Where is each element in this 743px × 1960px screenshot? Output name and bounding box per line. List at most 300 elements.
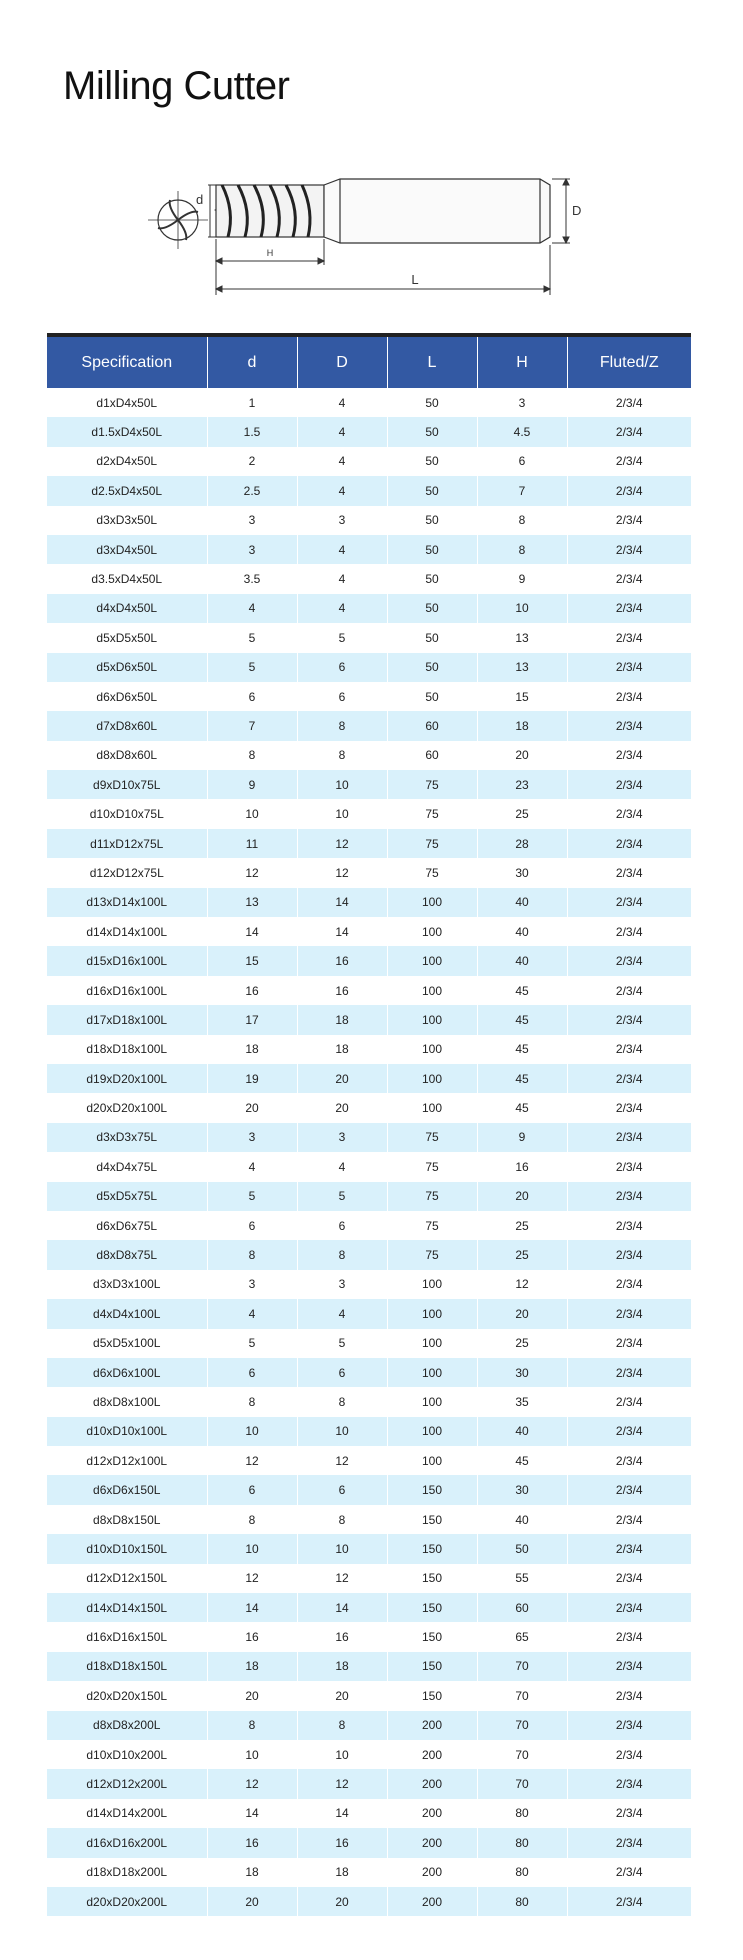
cell-fluted-z: 2/3/4 bbox=[567, 1681, 691, 1710]
cell-d: 14 bbox=[207, 917, 297, 946]
table-row bbox=[47, 623, 691, 652]
table-row bbox=[47, 1534, 691, 1563]
cell-D: 8 bbox=[297, 1387, 387, 1416]
cell-fluted-z: 2/3/4 bbox=[567, 564, 691, 593]
cell-L: 75 bbox=[387, 1123, 477, 1152]
header-H: H bbox=[477, 337, 567, 388]
cell-D: 18 bbox=[297, 1858, 387, 1887]
cell-L: 100 bbox=[387, 1329, 477, 1358]
table-row bbox=[47, 917, 691, 946]
cell-fluted-z: 2/3/4 bbox=[567, 476, 691, 505]
cell-H: 25 bbox=[477, 1211, 567, 1240]
cell-H: 4.5 bbox=[477, 417, 567, 446]
cell-D: 3 bbox=[297, 506, 387, 535]
cell-fluted-z: 2/3/4 bbox=[567, 1475, 691, 1504]
cell-L: 100 bbox=[387, 1358, 477, 1387]
cell-specification: d14xD14x200L bbox=[47, 1799, 207, 1828]
cell-d: 4 bbox=[207, 1152, 297, 1181]
cell-specification: d4xD4x50L bbox=[47, 594, 207, 623]
cell-D: 12 bbox=[297, 829, 387, 858]
cell-d: 1 bbox=[207, 388, 297, 417]
cell-fluted-z: 2/3/4 bbox=[567, 623, 691, 652]
cell-H: 13 bbox=[477, 653, 567, 682]
cell-D: 4 bbox=[297, 476, 387, 505]
cell-specification: d20xD20x100L bbox=[47, 1093, 207, 1122]
cell-fluted-z: 2/3/4 bbox=[567, 829, 691, 858]
cell-d: 8 bbox=[207, 1711, 297, 1740]
cell-L: 50 bbox=[387, 623, 477, 652]
cell-specification: d16xD16x200L bbox=[47, 1828, 207, 1857]
cell-H: 25 bbox=[477, 799, 567, 828]
cell-D: 12 bbox=[297, 1446, 387, 1475]
cell-fluted-z: 2/3/4 bbox=[567, 1858, 691, 1887]
cell-H: 7 bbox=[477, 476, 567, 505]
cell-d: 12 bbox=[207, 1769, 297, 1798]
cell-fluted-z: 2/3/4 bbox=[567, 1564, 691, 1593]
cell-D: 4 bbox=[297, 535, 387, 564]
table-row bbox=[47, 1093, 691, 1122]
cell-fluted-z: 2/3/4 bbox=[567, 1064, 691, 1093]
cell-d: 3 bbox=[207, 506, 297, 535]
cell-d: 6 bbox=[207, 682, 297, 711]
cell-specification: d8xD8x60L bbox=[47, 741, 207, 770]
cell-fluted-z: 2/3/4 bbox=[567, 1622, 691, 1651]
cell-specification: d12xD12x150L bbox=[47, 1564, 207, 1593]
cell-D: 12 bbox=[297, 1564, 387, 1593]
cell-L: 150 bbox=[387, 1564, 477, 1593]
cell-D: 14 bbox=[297, 917, 387, 946]
table-row bbox=[47, 1329, 691, 1358]
cell-fluted-z: 2/3/4 bbox=[567, 682, 691, 711]
cell-fluted-z: 2/3/4 bbox=[567, 1211, 691, 1240]
cell-H: 30 bbox=[477, 1475, 567, 1504]
cell-specification: d5xD5x100L bbox=[47, 1329, 207, 1358]
cell-D: 16 bbox=[297, 946, 387, 975]
cell-L: 200 bbox=[387, 1828, 477, 1857]
cell-L: 100 bbox=[387, 1035, 477, 1064]
cell-d: 7 bbox=[207, 711, 297, 740]
cell-L: 50 bbox=[387, 653, 477, 682]
cell-specification: d8xD8x200L bbox=[47, 1711, 207, 1740]
cell-H: 28 bbox=[477, 829, 567, 858]
cell-L: 100 bbox=[387, 1005, 477, 1034]
cell-fluted-z: 2/3/4 bbox=[567, 799, 691, 828]
cell-L: 200 bbox=[387, 1769, 477, 1798]
cell-d: 2 bbox=[207, 447, 297, 476]
cell-d: 11 bbox=[207, 829, 297, 858]
cell-fluted-z: 2/3/4 bbox=[567, 1358, 691, 1387]
cell-L: 100 bbox=[387, 1387, 477, 1416]
cell-d: 20 bbox=[207, 1681, 297, 1710]
cell-H: 70 bbox=[477, 1681, 567, 1710]
cell-L: 200 bbox=[387, 1887, 477, 1916]
table-row bbox=[47, 1505, 691, 1534]
cell-specification: d10xD10x150L bbox=[47, 1534, 207, 1563]
cell-fluted-z: 2/3/4 bbox=[567, 594, 691, 623]
cell-d: 3.5 bbox=[207, 564, 297, 593]
cell-specification: d20xD20x150L bbox=[47, 1681, 207, 1710]
cell-L: 50 bbox=[387, 506, 477, 535]
cell-fluted-z: 2/3/4 bbox=[567, 506, 691, 535]
cell-H: 45 bbox=[477, 1446, 567, 1475]
table-row bbox=[47, 1152, 691, 1181]
cell-d: 18 bbox=[207, 1652, 297, 1681]
cutter-flute-section bbox=[216, 185, 324, 237]
cell-d: 4 bbox=[207, 594, 297, 623]
page-title: Milling Cutter bbox=[63, 64, 290, 108]
D-dimension-line bbox=[552, 179, 570, 243]
cell-D: 4 bbox=[297, 1152, 387, 1181]
cell-D: 12 bbox=[297, 858, 387, 887]
cell-specification: d17xD18x100L bbox=[47, 1005, 207, 1034]
cell-fluted-z: 2/3/4 bbox=[567, 535, 691, 564]
cell-d: 12 bbox=[207, 1564, 297, 1593]
cell-specification: d18xD18x100L bbox=[47, 1035, 207, 1064]
cell-specification: d6xD6x75L bbox=[47, 1211, 207, 1240]
cell-specification: d3xD3x50L bbox=[47, 506, 207, 535]
cell-d: 5 bbox=[207, 1182, 297, 1211]
cell-D: 14 bbox=[297, 1799, 387, 1828]
cell-fluted-z: 2/3/4 bbox=[567, 388, 691, 417]
cell-D: 18 bbox=[297, 1035, 387, 1064]
table-row bbox=[47, 1828, 691, 1857]
cell-specification: d19xD20x100L bbox=[47, 1064, 207, 1093]
cell-fluted-z: 2/3/4 bbox=[567, 1387, 691, 1416]
table-row bbox=[47, 1240, 691, 1269]
cell-H: 40 bbox=[477, 946, 567, 975]
table-row bbox=[47, 1681, 691, 1710]
cell-specification: d7xD8x60L bbox=[47, 711, 207, 740]
cell-d: 10 bbox=[207, 1534, 297, 1563]
label-L-diagram: L bbox=[411, 272, 419, 287]
table-row bbox=[47, 1270, 691, 1299]
cell-fluted-z: 2/3/4 bbox=[567, 1446, 691, 1475]
cell-D: 6 bbox=[297, 1475, 387, 1504]
table-row bbox=[47, 1652, 691, 1681]
cell-d: 8 bbox=[207, 741, 297, 770]
cell-D: 4 bbox=[297, 564, 387, 593]
cell-specification: d6xD6x150L bbox=[47, 1475, 207, 1504]
cell-D: 20 bbox=[297, 1681, 387, 1710]
cell-specification: d5xD5x75L bbox=[47, 1182, 207, 1211]
table-row bbox=[47, 1211, 691, 1240]
table-row bbox=[47, 1064, 691, 1093]
cell-L: 100 bbox=[387, 976, 477, 1005]
cell-specification: d9xD10x75L bbox=[47, 770, 207, 799]
cell-L: 100 bbox=[387, 946, 477, 975]
cell-H: 20 bbox=[477, 1182, 567, 1211]
cell-D: 12 bbox=[297, 1769, 387, 1798]
cell-specification: d12xD12x200L bbox=[47, 1769, 207, 1798]
cell-H: 55 bbox=[477, 1564, 567, 1593]
table-row bbox=[47, 1887, 691, 1916]
cell-d: 12 bbox=[207, 858, 297, 887]
cell-L: 75 bbox=[387, 829, 477, 858]
cell-D: 4 bbox=[297, 594, 387, 623]
cell-specification: d10xD10x75L bbox=[47, 799, 207, 828]
cell-H: 40 bbox=[477, 1505, 567, 1534]
cell-H: 45 bbox=[477, 1035, 567, 1064]
cell-fluted-z: 2/3/4 bbox=[567, 1182, 691, 1211]
cell-L: 60 bbox=[387, 741, 477, 770]
cell-D: 8 bbox=[297, 1505, 387, 1534]
cell-H: 45 bbox=[477, 1064, 567, 1093]
cell-D: 18 bbox=[297, 1652, 387, 1681]
cell-H: 80 bbox=[477, 1858, 567, 1887]
cell-fluted-z: 2/3/4 bbox=[567, 1035, 691, 1064]
cell-L: 150 bbox=[387, 1593, 477, 1622]
label-H-diagram: H bbox=[266, 248, 274, 258]
table-row bbox=[47, 888, 691, 917]
cell-d: 1.5 bbox=[207, 417, 297, 446]
header-d: d bbox=[207, 337, 297, 388]
cell-specification: d13xD14x100L bbox=[47, 888, 207, 917]
cell-L: 50 bbox=[387, 535, 477, 564]
cell-d: 13 bbox=[207, 888, 297, 917]
cell-H: 70 bbox=[477, 1769, 567, 1798]
cell-D: 4 bbox=[297, 388, 387, 417]
table-row bbox=[47, 447, 691, 476]
cell-d: 8 bbox=[207, 1387, 297, 1416]
cell-d: 10 bbox=[207, 1740, 297, 1769]
cell-specification: d3xD3x75L bbox=[47, 1123, 207, 1152]
cell-L: 150 bbox=[387, 1534, 477, 1563]
cell-fluted-z: 2/3/4 bbox=[567, 1093, 691, 1122]
cutter-shank bbox=[324, 179, 550, 243]
cell-D: 16 bbox=[297, 976, 387, 1005]
cell-H: 50 bbox=[477, 1534, 567, 1563]
cell-specification: d10xD10x100L bbox=[47, 1417, 207, 1446]
table-row bbox=[47, 1564, 691, 1593]
cell-fluted-z: 2/3/4 bbox=[567, 1769, 691, 1798]
cell-d: 8 bbox=[207, 1505, 297, 1534]
cell-D: 6 bbox=[297, 1211, 387, 1240]
cell-L: 75 bbox=[387, 799, 477, 828]
table-row bbox=[47, 1475, 691, 1504]
cell-D: 5 bbox=[297, 1329, 387, 1358]
cell-H: 65 bbox=[477, 1622, 567, 1651]
cell-d: 8 bbox=[207, 1240, 297, 1269]
cell-H: 8 bbox=[477, 535, 567, 564]
cell-H: 80 bbox=[477, 1887, 567, 1916]
cell-fluted-z: 2/3/4 bbox=[567, 976, 691, 1005]
cell-d: 14 bbox=[207, 1593, 297, 1622]
cell-H: 45 bbox=[477, 1005, 567, 1034]
table-row bbox=[47, 1799, 691, 1828]
cell-d: 14 bbox=[207, 1799, 297, 1828]
cell-D: 18 bbox=[297, 1005, 387, 1034]
cell-H: 10 bbox=[477, 594, 567, 623]
cell-specification: d5xD5x50L bbox=[47, 623, 207, 652]
cell-D: 14 bbox=[297, 888, 387, 917]
cell-specification: d18xD18x200L bbox=[47, 1858, 207, 1887]
cell-d: 2.5 bbox=[207, 476, 297, 505]
cell-L: 50 bbox=[387, 594, 477, 623]
table-row bbox=[47, 1358, 691, 1387]
cell-specification: d4xD4x100L bbox=[47, 1299, 207, 1328]
cell-D: 4 bbox=[297, 447, 387, 476]
cell-L: 100 bbox=[387, 888, 477, 917]
header-row bbox=[47, 337, 691, 388]
table-row bbox=[47, 1858, 691, 1887]
cell-fluted-z: 2/3/4 bbox=[567, 917, 691, 946]
table-row bbox=[47, 946, 691, 975]
header-D: D bbox=[297, 337, 387, 388]
cell-fluted-z: 2/3/4 bbox=[567, 1005, 691, 1034]
table-row bbox=[47, 1299, 691, 1328]
cell-D: 5 bbox=[297, 623, 387, 652]
table-row bbox=[47, 1740, 691, 1769]
cell-D: 16 bbox=[297, 1828, 387, 1857]
cell-L: 150 bbox=[387, 1652, 477, 1681]
cell-L: 75 bbox=[387, 1152, 477, 1181]
table-row bbox=[47, 1123, 691, 1152]
header-fluted-z: Fluted/Z bbox=[567, 337, 691, 388]
cell-fluted-z: 2/3/4 bbox=[567, 1740, 691, 1769]
cell-fluted-z: 2/3/4 bbox=[567, 1329, 691, 1358]
cell-H: 13 bbox=[477, 623, 567, 652]
cell-L: 75 bbox=[387, 858, 477, 887]
cell-fluted-z: 2/3/4 bbox=[567, 1593, 691, 1622]
cell-d: 18 bbox=[207, 1035, 297, 1064]
cell-fluted-z: 2/3/4 bbox=[567, 1652, 691, 1681]
table-row bbox=[47, 1769, 691, 1798]
cell-d: 10 bbox=[207, 799, 297, 828]
cell-fluted-z: 2/3/4 bbox=[567, 1417, 691, 1446]
table-row bbox=[47, 594, 691, 623]
cell-H: 70 bbox=[477, 1711, 567, 1740]
cell-H: 18 bbox=[477, 711, 567, 740]
cell-H: 30 bbox=[477, 1358, 567, 1387]
cell-D: 14 bbox=[297, 1593, 387, 1622]
cell-L: 50 bbox=[387, 417, 477, 446]
table-row bbox=[47, 1593, 691, 1622]
cell-D: 5 bbox=[297, 1182, 387, 1211]
cell-fluted-z: 2/3/4 bbox=[567, 1711, 691, 1740]
cell-specification: d16xD16x150L bbox=[47, 1622, 207, 1651]
cell-H: 40 bbox=[477, 888, 567, 917]
cell-d: 5 bbox=[207, 653, 297, 682]
cell-L: 100 bbox=[387, 1446, 477, 1475]
milling-cutter-diagram bbox=[130, 163, 580, 303]
cell-d: 16 bbox=[207, 1622, 297, 1651]
cell-D: 3 bbox=[297, 1270, 387, 1299]
cell-d: 3 bbox=[207, 535, 297, 564]
cell-H: 70 bbox=[477, 1652, 567, 1681]
table-row bbox=[47, 1035, 691, 1064]
cell-D: 4 bbox=[297, 417, 387, 446]
cell-specification: d15xD16x100L bbox=[47, 946, 207, 975]
cell-H: 40 bbox=[477, 917, 567, 946]
cell-H: 30 bbox=[477, 858, 567, 887]
cell-D: 8 bbox=[297, 1711, 387, 1740]
cell-D: 8 bbox=[297, 711, 387, 740]
cell-D: 3 bbox=[297, 1123, 387, 1152]
table-row bbox=[47, 829, 691, 858]
cell-specification: d20xD20x200L bbox=[47, 1887, 207, 1916]
cell-L: 75 bbox=[387, 770, 477, 799]
cell-d: 5 bbox=[207, 1329, 297, 1358]
cell-D: 8 bbox=[297, 741, 387, 770]
cell-specification: d2xD4x50L bbox=[47, 447, 207, 476]
cell-D: 6 bbox=[297, 682, 387, 711]
cell-d: 16 bbox=[207, 976, 297, 1005]
cell-specification: d14xD14x150L bbox=[47, 1593, 207, 1622]
cell-specification: d6xD6x50L bbox=[47, 682, 207, 711]
table-row bbox=[47, 858, 691, 887]
cell-L: 200 bbox=[387, 1711, 477, 1740]
table-row bbox=[47, 417, 691, 446]
cell-fluted-z: 2/3/4 bbox=[567, 1828, 691, 1857]
cell-H: 70 bbox=[477, 1740, 567, 1769]
cell-fluted-z: 2/3/4 bbox=[567, 447, 691, 476]
table-row bbox=[47, 388, 691, 417]
cell-L: 100 bbox=[387, 1093, 477, 1122]
label-d: d bbox=[196, 192, 204, 207]
cell-specification: d12xD12x75L bbox=[47, 858, 207, 887]
spec-table-header bbox=[47, 337, 691, 388]
cell-H: 60 bbox=[477, 1593, 567, 1622]
cell-L: 50 bbox=[387, 476, 477, 505]
cell-fluted-z: 2/3/4 bbox=[567, 770, 691, 799]
cell-H: 15 bbox=[477, 682, 567, 711]
cell-specification: d8xD8x100L bbox=[47, 1387, 207, 1416]
cell-L: 200 bbox=[387, 1799, 477, 1828]
cell-H: 3 bbox=[477, 388, 567, 417]
cell-specification: d12xD12x100L bbox=[47, 1446, 207, 1475]
cell-d: 4 bbox=[207, 1299, 297, 1328]
cell-fluted-z: 2/3/4 bbox=[567, 1240, 691, 1269]
cell-L: 100 bbox=[387, 1299, 477, 1328]
table-row bbox=[47, 564, 691, 593]
cell-H: 25 bbox=[477, 1329, 567, 1358]
cell-d: 10 bbox=[207, 1417, 297, 1446]
cell-d: 3 bbox=[207, 1123, 297, 1152]
cell-specification: d5xD6x50L bbox=[47, 653, 207, 682]
table-row bbox=[47, 506, 691, 535]
cell-D: 10 bbox=[297, 770, 387, 799]
cell-fluted-z: 2/3/4 bbox=[567, 1123, 691, 1152]
cell-fluted-z: 2/3/4 bbox=[567, 1887, 691, 1916]
cell-specification: d14xD14x100L bbox=[47, 917, 207, 946]
cell-specification: d11xD12x75L bbox=[47, 829, 207, 858]
cell-D: 10 bbox=[297, 1534, 387, 1563]
table-row bbox=[47, 1182, 691, 1211]
cell-D: 6 bbox=[297, 653, 387, 682]
table-row bbox=[47, 653, 691, 682]
cell-H: 80 bbox=[477, 1799, 567, 1828]
cell-D: 20 bbox=[297, 1093, 387, 1122]
cell-H: 40 bbox=[477, 1417, 567, 1446]
cell-L: 150 bbox=[387, 1475, 477, 1504]
cell-D: 10 bbox=[297, 1740, 387, 1769]
cell-specification: d8xD8x150L bbox=[47, 1505, 207, 1534]
table-row bbox=[47, 682, 691, 711]
table-row bbox=[47, 741, 691, 770]
cell-d: 6 bbox=[207, 1211, 297, 1240]
cell-fluted-z: 2/3/4 bbox=[567, 888, 691, 917]
cell-fluted-z: 2/3/4 bbox=[567, 946, 691, 975]
table-row bbox=[47, 1711, 691, 1740]
cell-fluted-z: 2/3/4 bbox=[567, 711, 691, 740]
table-row bbox=[47, 476, 691, 505]
cell-d: 15 bbox=[207, 946, 297, 975]
cell-L: 100 bbox=[387, 1417, 477, 1446]
cell-specification: d10xD10x200L bbox=[47, 1740, 207, 1769]
cell-fluted-z: 2/3/4 bbox=[567, 1270, 691, 1299]
cell-fluted-z: 2/3/4 bbox=[567, 1299, 691, 1328]
cell-H: 8 bbox=[477, 506, 567, 535]
